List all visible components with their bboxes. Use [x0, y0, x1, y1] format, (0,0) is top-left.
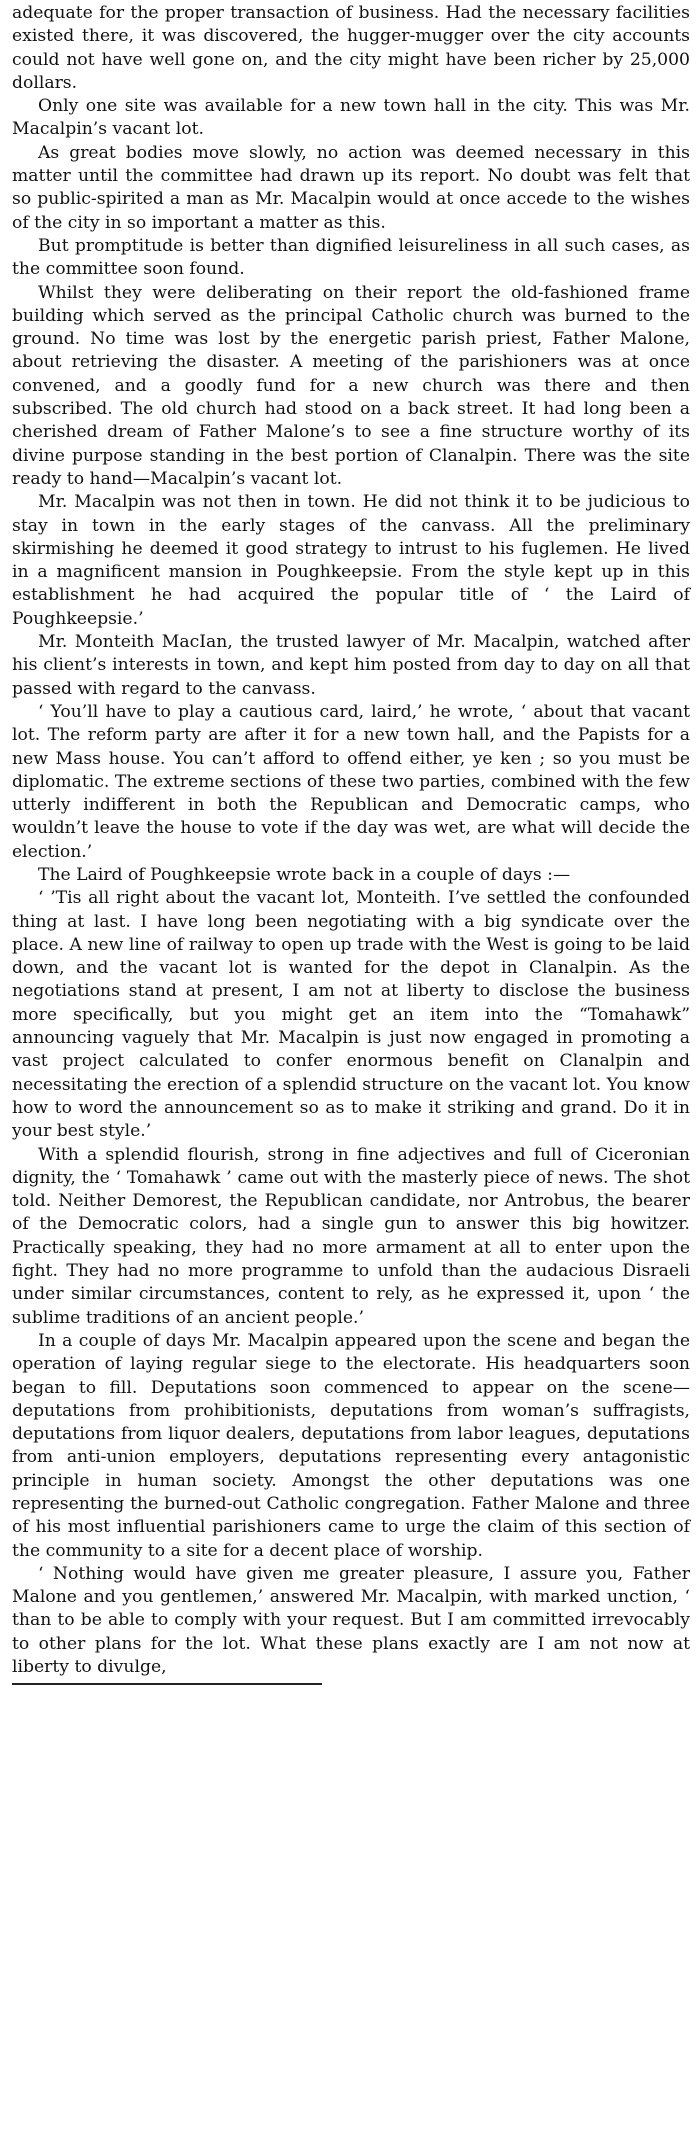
paragraph: ‘ You’ll have to play a cautious card, laird,’ he wrote, ‘ about that vacant lot. The reform party are after it for a new town hall, and the Papists for a new Mass house. You can’t afford to offend either, ye ken ; so you must be diplomatic. The extreme sections of these two parties, combined with the few utterly indifferent in both the Republican and Democratic camps, who wouldn’t leave the house to vote if the day was wet, are what will decide the election.’ [12, 701, 690, 862]
paragraph: Whilst they were deliberating on their report the old-fashioned frame building which served as the principal Catholic church was burned to the ground. No time was lost by the energetic parish priest, Father Malone, about retrieving the disaster. A meeting of the parishioners was at once convened, and a goodly fund for a new church was there and then subscribed. The old church had stood on a back street. It had long been a cherished dream of Father Malone’s to see a fine structure worthy of its divine purpose standing in the best portion of Clanalpin. There was the site ready to hand—Macalpin’s vacant lot. [12, 282, 690, 489]
paragraph: As great bodies move slowly, no action was deemed necessary in this matter until the committee had drawn up its report. No doubt was felt that so public-spirited a man as Mr. Macalpin would at once accede to the wishes of the city in so important a matter as this. [12, 142, 690, 233]
paragraph: ‘ Nothing would have given me greater pleasure, I assure you, Father Malone and you gentlemen,’ answered Mr. Macalpin, with marked unction, ‘ than to be able to comply with your request. But I am committed irrevocably to other plans for the lot. What these plans exactly are I am not now at liberty to divulge, [12, 1563, 690, 1678]
paragraph: With a splendid flourish, strong in fine adjectives and full of Ciceronian dignity, the ‘ Tomahawk ’ came out with the masterly piece of news. The shot told. Neither Demorest, the Republican candidate, nor Antrobus, the bearer of the Democratic colors, had a single gun to answer this big howitzer. Practically speaking, they had no more armament at all to enter upon the fight. They had no more programme to unfold than the audacious Disraeli under similar circumstances, content to rely, as he expressed it, upon ‘ the sublime traditions of an ancient people.’ [12, 1144, 690, 1328]
paragraph: In a couple of days Mr. Macalpin appeared upon the scene and began the operation of laying regular siege to the electorate. His headquarters soon began to fill. Deputations soon commenced to appear on the scene—deputations from prohibitionists, deputations from woman’s suffragists, deputations from liquor dealers, deputations from labor leagues, deputations from anti-union employers, deputations representing every antagonistic principle in human society. Amongst the other deputations was one representing the burned-out Catholic congregation. Father Malone and three of his most influential parishioners came to urge the claim of this section of the community to a site for a decent place of worship. [12, 1330, 690, 1561]
paragraph: But promptitude is better than dignified leisureliness in all such cases, as the committee soon found. [12, 235, 690, 280]
paragraph: The Laird of Poughkeepsie wrote back in a couple of days :— [38, 864, 571, 885]
paragraph: Only one site was available for a new town hall in the city. This was Mr. Macalpin’s vacant lot. [12, 96, 690, 140]
paragraph: ‘ ’Tis all right about the vacant lot, Monteith. I’ve settled the confounded thing at last. I have long been negotiating with a big syndicate over the place. A new line of railway to open up trade with the West is going to be laid down, and the vacant lot is wanted for the depot in Clanalpin. As the negotiations stand at present, I am not at liberty to disclose the business more specifically, but you might get an item into the “Tomahawk” announcing vaguely that Mr. Macalpin is just now engaged in promoting a vast project calculated to confer enormous benefit on Clanalpin and necessitating the erection of a splendid structure on the vacant lot. You know how to word the announcement so as to make it striking and grand. Do it in your best style.’ [12, 888, 690, 1142]
paragraph: adequate for the proper transaction of business. Had the necessary facilities existed there, it was discovered, the hugger-mugger over the city accounts could not have well gone on, and the city might have been richer by 25,000 dollars. [12, 3, 690, 93]
paragraph: Mr. Macalpin was not then in town. He did not think it to be judicious to stay in town in the early stages of the canvass. All the preliminary skirmishing he deemed it good strategy to intrust to his fuglemen. He lived in a magnificent mansion in Poughkeepsie. From the style kept up in this establishment he had acquired the popular title of ‘ the Laird of Poughkeepsie.’ [12, 492, 690, 629]
column-rule [12, 1683, 322, 1685]
paragraph: Mr. Monteith MacIan, the trusted lawyer of Mr. Macalpin, watched after his client’s interests in town, and kept him posted from day to day on all that passed with regard to the canvass. [12, 632, 690, 699]
